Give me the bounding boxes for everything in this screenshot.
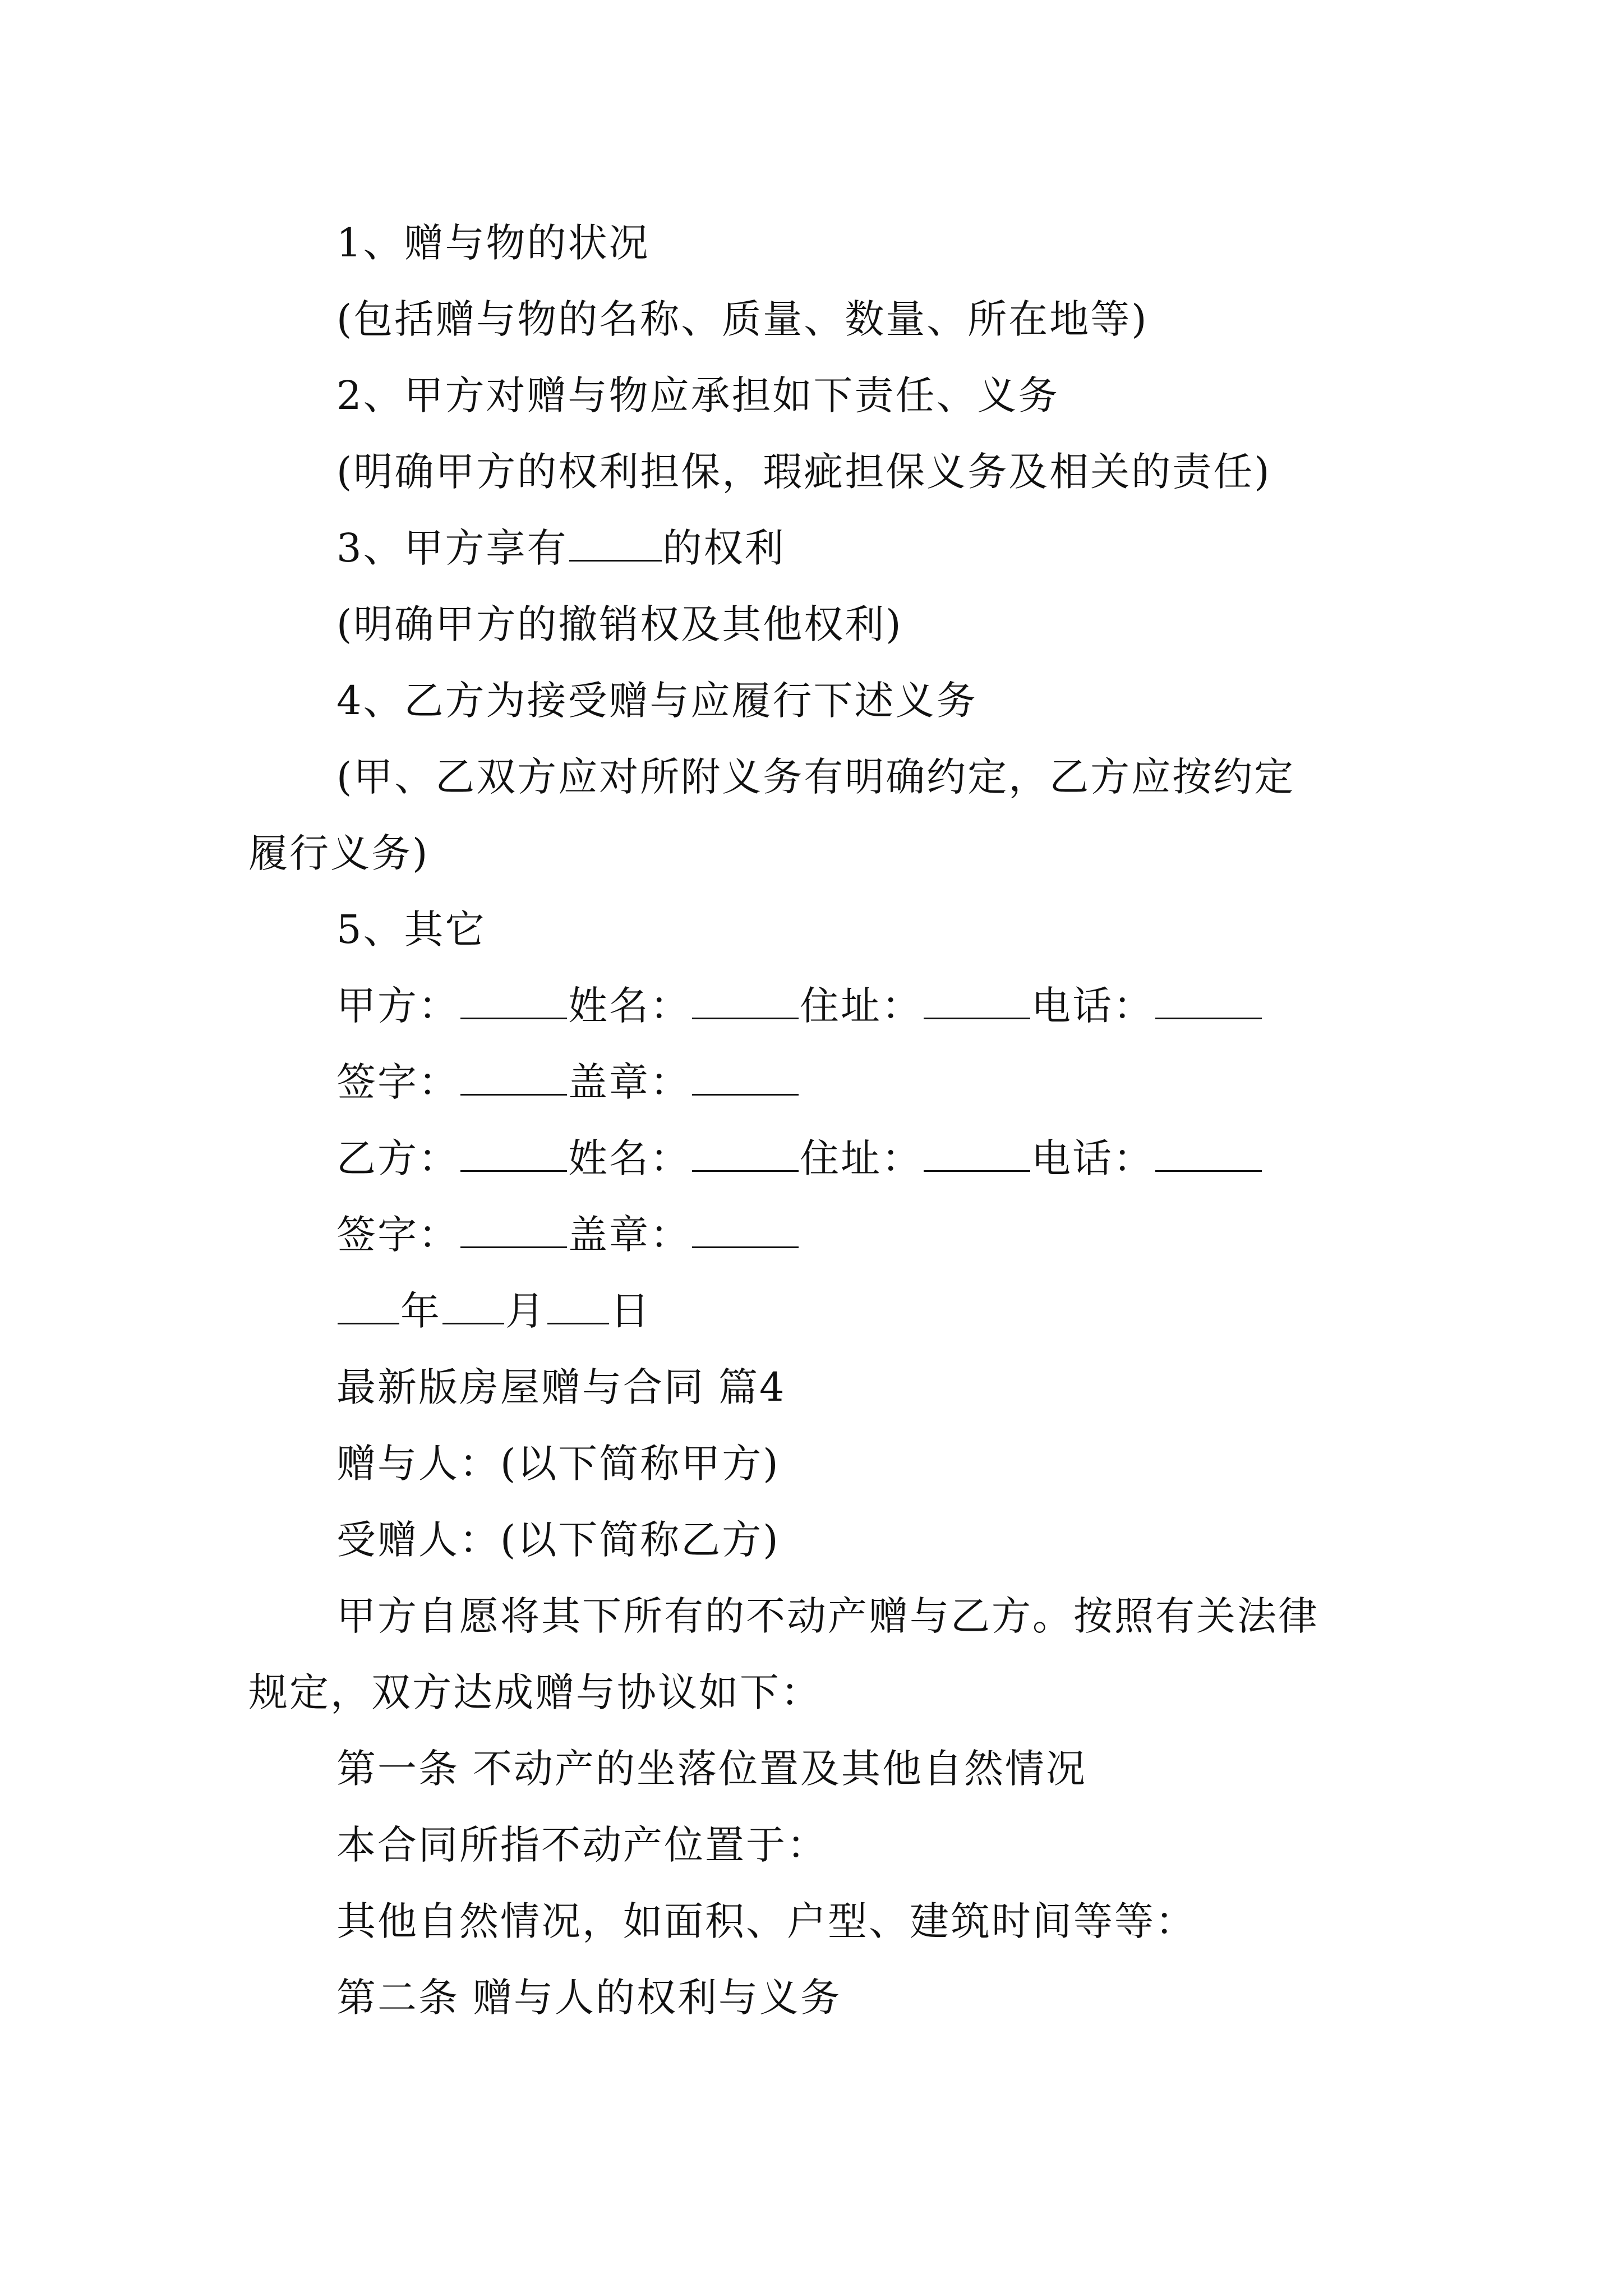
party-b-row xyxy=(336,1133,1263,1184)
party-b-name-label: 姓名： xyxy=(568,1135,691,1181)
party-a-row xyxy=(336,981,1263,1031)
party-a-seal-label: 盖章： xyxy=(568,1059,691,1105)
item1-title: 1、赠与物的状况 xyxy=(336,220,650,266)
donor-line: 赠与人：(以下简称甲方) xyxy=(336,1441,780,1487)
section-title: 最新版房屋赠与合同 xyxy=(336,1364,705,1410)
party-b-address-label: 住址： xyxy=(800,1135,923,1181)
party-b-address-blank xyxy=(924,1137,1030,1172)
article1-text: 不动产的坐落位置及其他自然情况 xyxy=(473,1746,1087,1792)
party-a-name-blank xyxy=(692,984,799,1019)
party-a-phone-blank xyxy=(1155,984,1262,1019)
section-heading xyxy=(336,1362,786,1412)
party-a-sign-row xyxy=(336,1057,800,1107)
party-b-phone-blank xyxy=(1155,1137,1262,1172)
year-blank xyxy=(338,1289,399,1324)
item3-note: (明确甲方的撤销权及其他权利) xyxy=(336,601,903,647)
item4-note-line2: 履行义务) xyxy=(248,830,430,876)
month-label: 月 xyxy=(505,1288,546,1334)
item5-title: 5、其它 xyxy=(336,907,486,953)
party-b-seal-blank xyxy=(692,1213,799,1248)
article2-text: 赠与人的权利与义务 xyxy=(473,1975,841,2021)
item3-title xyxy=(336,523,786,573)
item2-title: 2、甲方对赠与物应承担如下责任、义务 xyxy=(336,372,1059,418)
party-a-sign-blank xyxy=(460,1060,567,1096)
party-a-seal-blank xyxy=(692,1060,799,1096)
party-a-name-label: 姓名： xyxy=(568,983,691,1029)
date-row xyxy=(336,1286,651,1336)
section-part: 篇4 xyxy=(718,1364,786,1410)
party-a-address-blank xyxy=(924,984,1030,1019)
item3-suffix: 的权利 xyxy=(662,525,786,571)
party-a-address-label: 住址： xyxy=(800,983,923,1029)
intro-line1: 甲方自愿将其下所有的不动产赠与乙方。按照有关法律 xyxy=(336,1593,1319,1639)
party-b-blank xyxy=(460,1137,567,1172)
party-b-name-blank xyxy=(692,1137,799,1172)
party-b-sign-row xyxy=(336,1209,800,1260)
item4-title: 4、乙方为接受赠与应履行下述义务 xyxy=(336,678,978,724)
other-info-line: 其他自然情况，如面积、户型、建筑时间等等： xyxy=(336,1898,1196,1944)
party-b-seal-label: 盖章： xyxy=(568,1212,691,1258)
donee-line: 受赠人：(以下简称乙方) xyxy=(336,1517,780,1563)
party-b-label: 乙方： xyxy=(336,1135,459,1181)
location-line: 本合同所指不动产位置于： xyxy=(336,1822,828,1868)
party-b-phone-label: 电话： xyxy=(1031,1135,1154,1181)
party-a-blank xyxy=(460,984,567,1019)
month-blank xyxy=(442,1289,504,1324)
party-a-phone-label: 电话： xyxy=(1031,983,1154,1029)
item1-note: (包括赠与物的名称、质量、数量、所在地等) xyxy=(336,296,1149,342)
article2-heading xyxy=(336,1972,841,2023)
intro-line2: 规定，双方达成赠与协议如下： xyxy=(248,1669,822,1715)
day-label: 日 xyxy=(610,1288,651,1334)
item3-blank xyxy=(569,526,662,562)
day-blank xyxy=(547,1289,609,1324)
item4-note-line1: (甲、乙双方应对所附义务有明确约定，乙方应按约定 xyxy=(336,754,1295,800)
article1-heading xyxy=(336,1743,1087,1794)
item3-prefix: 3、甲方享有 xyxy=(336,525,568,571)
party-a-sign-label: 签字： xyxy=(336,1059,459,1105)
party-b-sign-blank xyxy=(460,1213,567,1248)
item2-note: (明确甲方的权利担保，瑕疵担保义务及相关的责任) xyxy=(336,449,1271,495)
article1-title: 第一条 xyxy=(336,1746,459,1792)
article2-title: 第二条 xyxy=(336,1975,459,2021)
year-label: 年 xyxy=(400,1288,441,1334)
party-a-label: 甲方： xyxy=(336,983,459,1029)
party-b-sign-label: 签字： xyxy=(336,1212,459,1258)
